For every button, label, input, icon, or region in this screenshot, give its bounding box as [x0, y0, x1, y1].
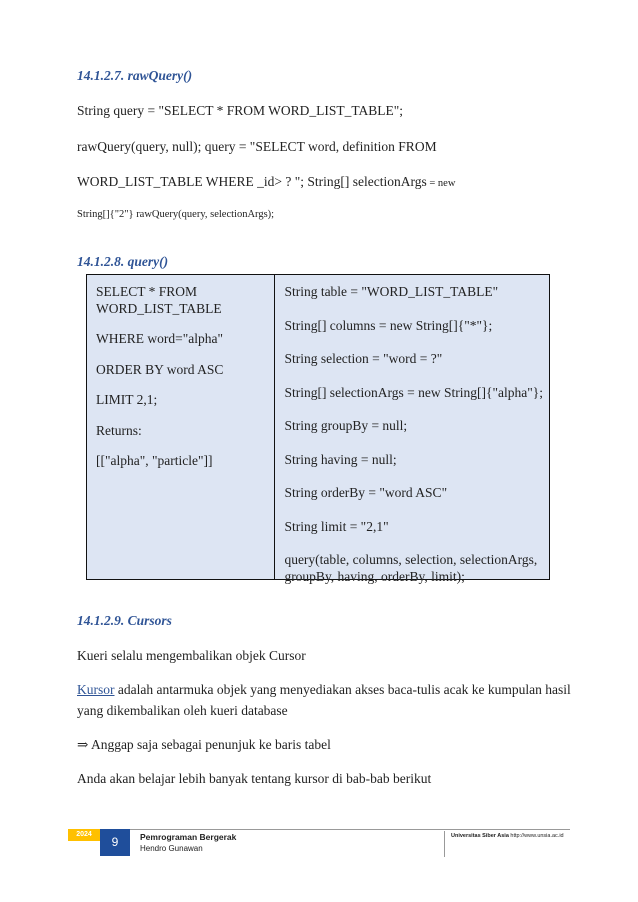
sql-line: WORD_LIST_TABLE	[96, 300, 222, 316]
section-heading-rawquery: 14.1.2.7. rawQuery()	[77, 68, 193, 83]
university-url: http://www.unsia.ac.id	[508, 833, 564, 839]
sql-line: Returns:	[96, 422, 142, 438]
cursor-paragraph-2	[77, 682, 571, 698]
cursor-paragraph-2-cont: yang dikembalikan oleh kueri database	[77, 703, 288, 718]
code-line-3-small: = new	[426, 178, 456, 189]
cursor-paragraph-4: Anda akan belajar lebih banyak tentang kursor di bab-bab berikut	[77, 771, 432, 786]
java-line: query(table, columns, selection, selectionArgs,	[284, 552, 538, 567]
page-number-badge: 9	[100, 829, 130, 856]
java-line: String groupBy = null;	[284, 418, 408, 433]
footer-university	[451, 833, 564, 839]
query-comparison-table	[86, 274, 550, 584]
code-line-4: String[]{"2"} rawQuery(query, selectionArgs);	[77, 209, 275, 220]
kursor-link[interactable]: Kursor	[77, 682, 115, 697]
university-name: Universitas Siber Asia	[451, 833, 509, 839]
code-line-3-main: WORD_LIST_TABLE WHERE _id> ? "; String[] selectionArgs	[77, 174, 427, 189]
sql-line: [["alpha", "particle"]]	[96, 453, 213, 468]
code-line-2: rawQuery(query, null); query = "SELECT word, definition FROM	[77, 139, 437, 154]
code-line-1: String query = "SELECT * FROM WORD_LIST_TABLE";	[77, 103, 404, 118]
cursor-paragraph-2-text: adalah antarmuka objek yang menyediakan akses baca-tulis acak ke kumpulan hasil	[114, 682, 571, 697]
footer-course-title: Pemrograman Bergerak	[140, 832, 237, 842]
java-line: String having = null;	[284, 451, 397, 467]
section-heading-cursors: 14.1.2.9. Cursors	[77, 613, 172, 628]
code-line-3	[77, 174, 455, 190]
sql-line: ORDER BY word ASC	[96, 361, 224, 377]
java-line: String orderBy = "word ASC"	[284, 485, 448, 500]
footer-author: Hendro Gunawan	[140, 844, 203, 853]
footer-divider	[444, 831, 445, 857]
java-line: String table = "WORD_LIST_TABLE"	[284, 284, 499, 299]
java-line: groupBy, having, orderBy, limit);	[284, 568, 465, 584]
sql-column	[87, 275, 275, 579]
sql-line: SELECT * FROM	[96, 284, 198, 299]
footer-year-badge: 2024	[68, 829, 100, 841]
java-line: String selection = "word = ?"	[284, 351, 443, 366]
java-line: String[] selectionArgs = new String[]{"alpha"};	[284, 384, 543, 400]
cursor-paragraph-3: ⇒ Anggap saja sebagai penunjuk ke baris tabel	[77, 737, 331, 752]
sql-line: WHERE word="alpha"	[96, 331, 223, 346]
sql-line: LIMIT 2,1;	[96, 392, 158, 407]
java-line: String limit = "2,1"	[284, 518, 389, 534]
java-column	[275, 275, 549, 584]
section-heading-query: 14.1.2.8. query()	[77, 254, 169, 269]
cursor-paragraph-1: Kueri selalu mengembalikan objek Cursor	[77, 648, 306, 663]
java-line: String[] columns = new String[]{"*"};	[284, 317, 493, 333]
footer-rule	[68, 829, 570, 830]
